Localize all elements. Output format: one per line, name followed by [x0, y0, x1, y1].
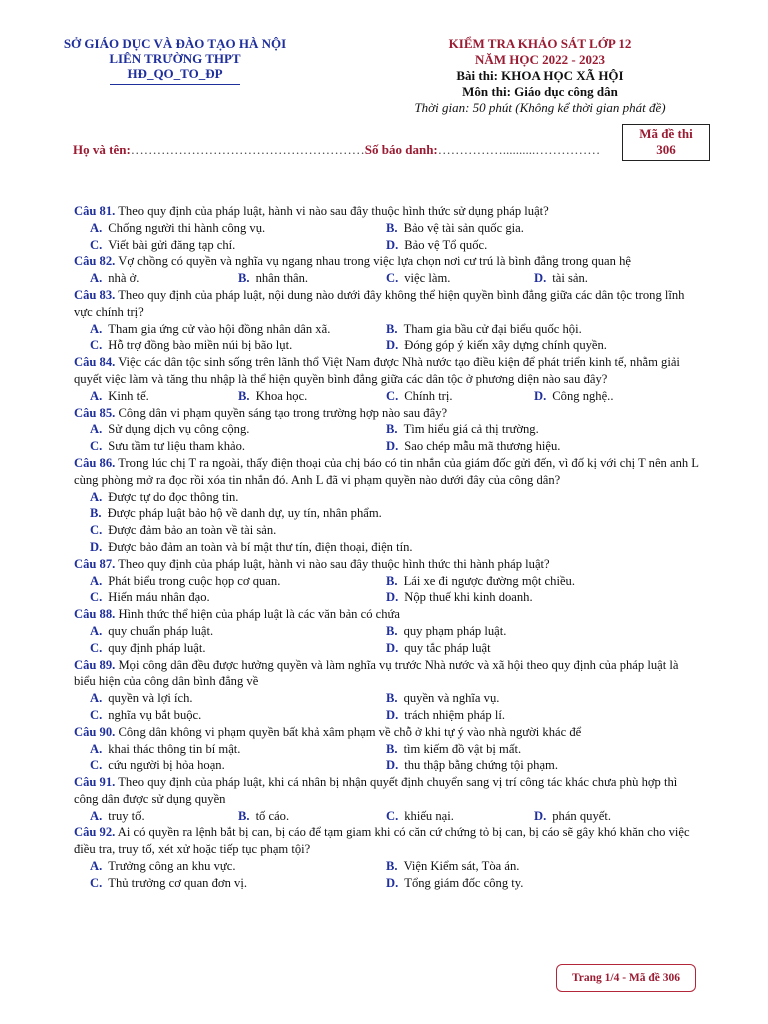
option-text: khai thác thông tin bí mật. [108, 741, 241, 756]
answer-options [74, 858, 702, 892]
option-text: Sao chép mẫu mã thương hiệu. [404, 439, 561, 454]
option-letter: D. [534, 808, 547, 823]
answer-option [90, 640, 386, 657]
option-letter: B. [386, 220, 398, 235]
option-text: phán quyết. [552, 808, 612, 823]
answer-option [386, 438, 686, 455]
option-text: Được tự do đọc thông tin. [108, 489, 239, 504]
option-text: Viện Kiểm sát, Tòa án. [403, 859, 520, 874]
question-stem [74, 774, 702, 808]
option-text: Lái xe đi ngược đường một chiều. [403, 573, 575, 588]
option-letter: B. [90, 506, 102, 521]
question [74, 556, 702, 606]
answer-option [90, 522, 702, 539]
answer-option [90, 858, 386, 875]
question [74, 354, 702, 404]
option-text: Sử dụng dịch vụ công cộng. [108, 422, 250, 437]
answer-option [386, 337, 686, 354]
answer-option [386, 220, 686, 237]
question-number: Câu 84. [74, 355, 116, 370]
question-text: Theo quy định của pháp luật, hành vi nào sau đây thuộc hình thức thi hành pháp luật? [118, 556, 550, 571]
option-letter: C. [90, 707, 103, 722]
option-letter: D. [386, 707, 399, 722]
option-letter: C. [90, 590, 103, 605]
option-letter: A. [90, 321, 103, 336]
option-text: Thủ trưởng cơ quan đơn vị. [108, 875, 247, 890]
option-letter: C. [90, 523, 103, 538]
question-text: Hình thức thể hiện của pháp luật là các văn bản có chứa [118, 607, 400, 622]
answer-options [74, 573, 702, 607]
option-letter: A. [90, 859, 103, 874]
answer-option [90, 237, 386, 254]
question-number: Câu 83. [74, 287, 116, 302]
answer-option [386, 757, 686, 774]
answer-option [534, 808, 682, 825]
option-letter: A. [90, 422, 103, 437]
option-text: Tham gia bầu cử đại biểu quốc hội. [403, 321, 582, 336]
question-text: Mọi công dân đều được hưởng quyền và làm nghĩa vụ trước Nhà nước và xã hội theo quy định của pháp luật là biểu hiện của công dân bình đẳng về [74, 657, 679, 689]
question-number: Câu 91. [74, 775, 116, 790]
question-stem [74, 724, 702, 741]
header-divider [110, 84, 240, 85]
option-text: Chống người thi hành công vụ. [108, 220, 266, 235]
option-letter: A. [90, 623, 103, 638]
answer-option [238, 388, 386, 405]
exam-code-box [622, 124, 710, 161]
answer-option [90, 421, 386, 438]
option-letter: A. [90, 271, 103, 286]
option-letter: A. [90, 691, 103, 706]
option-text: Được pháp luật bảo hộ về danh dự, uy tín, nhân phẩm. [107, 506, 382, 521]
question-stem [74, 556, 702, 573]
option-letter: C. [90, 875, 103, 890]
option-text: Chính trị. [404, 388, 453, 403]
question-stem [74, 657, 702, 691]
option-text: nhân thân. [255, 271, 309, 286]
option-text: Phát biểu trong cuộc họp cơ quan. [108, 573, 281, 588]
answer-options [74, 489, 702, 556]
answer-option [386, 808, 534, 825]
option-text: tìm kiếm đồ vật bị mất. [403, 741, 522, 756]
option-letter: A. [90, 808, 103, 823]
option-text: Tìm hiểu giá cả thị trường. [403, 422, 539, 437]
option-letter: D. [90, 539, 103, 554]
name-blank: ……………………………………………… [130, 142, 365, 157]
school-code: HĐ_QO_TO_ĐP [127, 66, 223, 81]
question-number: Câu 86. [74, 455, 116, 470]
answer-option [386, 421, 686, 438]
question-stem [74, 253, 702, 270]
exam-code: 306 [656, 142, 676, 157]
option-letter: D. [386, 338, 399, 353]
question-text: Việc các dân tộc sinh sống trên lãnh thổ Việt Nam được Nhà nước tạo điều kiện để phát triển kinh tế, nhằm giải quyết việc làm và tăng thu nhập là thể hiện quyền bình đẳng giữa các dân tộc ở phương diện nào sau đây? [74, 355, 680, 386]
option-letter: D. [386, 439, 399, 454]
answer-option [90, 388, 238, 405]
option-letter: D. [534, 271, 547, 286]
option-letter: B. [238, 271, 250, 286]
option-text: Đóng góp ý kiến xây dựng chính quyền. [404, 338, 607, 353]
answer-option [386, 690, 686, 707]
answer-option [90, 573, 386, 590]
option-text: quy tắc pháp luật [404, 640, 491, 655]
question-text: Theo quy định của pháp luật, khi cá nhân bị nhận quyết định chuyển sang vị trí công tác khác chưa phù hợp thì công dân được sử dụng quyền [74, 775, 678, 806]
answer-options [74, 388, 702, 405]
answer-option [90, 321, 386, 338]
option-letter: B. [386, 741, 398, 756]
student-info-line [73, 142, 600, 158]
option-letter: D. [534, 388, 547, 403]
answer-option [386, 741, 686, 758]
question-text: Trong lúc chị T ra ngoài, thấy điện thoại của chị báo có tin nhắn của giám đốc gửi đến, vì đố kị với chị T nên anh L cùng phòng mở ra đọc rồi xóa tin nhắn đó. Anh L đã vi phạm quyền nào dưới đây của công dân? [74, 455, 699, 487]
answer-option [90, 808, 238, 825]
question [74, 657, 702, 724]
answer-option [534, 388, 682, 405]
answer-option [238, 270, 386, 287]
question-stem [74, 606, 702, 623]
question [74, 203, 702, 253]
option-letter: C. [386, 388, 399, 403]
option-text: cứu người bị hỏa hoạn. [108, 758, 225, 773]
answer-option [90, 438, 386, 455]
answer-options [74, 690, 702, 724]
option-text: Hỗ trợ đồng bào miền núi bị bão lụt. [108, 338, 293, 353]
option-letter: B. [386, 573, 398, 588]
option-letter: D. [386, 758, 399, 773]
answer-option [386, 858, 686, 875]
question-number: Câu 81. [74, 204, 116, 218]
answer-option [386, 321, 686, 338]
option-letter: C. [90, 338, 103, 353]
question-text: Theo quy định của pháp luật, hành vi nào sau đây thuộc hình thức sử dụng pháp luật? [118, 204, 549, 218]
school-name: LIÊN TRƯỜNG THPT [109, 51, 241, 66]
question [74, 405, 702, 455]
name-label: Họ và tên: [73, 142, 131, 157]
option-text: Công nghệ.. [552, 388, 614, 403]
question [74, 606, 702, 656]
option-letter: D. [386, 875, 399, 890]
option-letter: B. [386, 859, 398, 874]
option-text: Được bảo đảm an toàn và bí mật thư tín, điện thoại, điện tín. [108, 539, 413, 554]
question-stem [74, 287, 702, 321]
option-letter: B. [386, 691, 398, 706]
option-letter: D. [386, 640, 399, 655]
exam-header [370, 36, 710, 116]
answer-option [90, 757, 386, 774]
option-text: nhà ở. [108, 271, 140, 286]
question-stem [74, 405, 702, 422]
answer-option [90, 220, 386, 237]
question [74, 455, 702, 556]
exam-title: KIỂM TRA KHẢO SÁT LỚP 12 [448, 36, 632, 51]
option-text: thu thập bằng chứng tội phạm. [404, 758, 558, 773]
answer-option [90, 589, 386, 606]
answer-option [386, 573, 686, 590]
answer-options [74, 421, 702, 455]
option-letter: A. [90, 220, 103, 235]
exam-name: Bài thi: KHOA HỌC XÃ HỘI [456, 68, 624, 83]
answer-option [238, 808, 386, 825]
question-list [74, 203, 702, 892]
option-text: tài sản. [552, 271, 588, 286]
option-letter: B. [238, 808, 250, 823]
subject-name: Môn thi: Giáo dục công dân [462, 84, 618, 99]
answer-options [74, 741, 702, 775]
option-text: Bảo vệ Tổ quốc. [404, 237, 488, 252]
answer-option [90, 489, 702, 506]
option-text: Hiến máu nhân đạo. [108, 590, 210, 605]
answer-options [74, 808, 702, 825]
sbd-blank: ……………..........…………… [437, 142, 601, 157]
answer-option [90, 270, 238, 287]
option-letter: B. [386, 623, 398, 638]
answer-option [534, 270, 682, 287]
option-text: truy tố. [108, 808, 145, 823]
answer-option [386, 875, 686, 892]
option-letter: B. [386, 422, 398, 437]
option-letter: C. [386, 271, 399, 286]
option-text: Nộp thuế khi kinh doanh. [404, 590, 533, 605]
answer-option [90, 337, 386, 354]
option-letter: B. [238, 388, 250, 403]
school-header [60, 36, 290, 85]
option-letter: A. [90, 388, 103, 403]
question [74, 724, 702, 774]
option-text: quy định pháp luật. [108, 640, 206, 655]
answer-option [90, 623, 386, 640]
answer-option [386, 589, 686, 606]
option-letter: A. [90, 573, 103, 588]
option-letter: D. [386, 237, 399, 252]
option-letter: C. [90, 640, 103, 655]
question-text: Vợ chồng có quyền và nghĩa vụ ngang nhau trong việc lựa chọn nơi cư trú là bình đẳng trong quan hệ [118, 254, 631, 269]
option-text: việc làm. [404, 271, 451, 286]
option-letter: D. [386, 590, 399, 605]
answer-option [90, 505, 702, 522]
question [74, 287, 702, 354]
question-text: Công dân vi phạm quyền sáng tạo trong trường hợp nào sau đây? [118, 405, 448, 420]
question-number: Câu 90. [74, 724, 116, 739]
question-stem [74, 824, 702, 858]
answer-option [386, 237, 686, 254]
option-text: nghĩa vụ bắt buộc. [108, 707, 202, 722]
option-letter: C. [386, 808, 399, 823]
department-name: SỞ GIÁO DỤC VÀ ĐÀO TẠO HÀ NỘI [63, 36, 287, 51]
answer-option [90, 539, 702, 556]
answer-option [386, 623, 686, 640]
exam-code-label: Mã đề thi [639, 126, 693, 141]
question-stem [74, 354, 702, 388]
question-number: Câu 82. [74, 254, 116, 269]
page-footer: Trang 1/4 - Mã đề 306 [556, 964, 696, 992]
question-number: Câu 88. [74, 607, 116, 622]
question-text: Công dân không vi phạm quyền bất khả xâm phạm về chỗ ở khi tự ý vào nhà người khác để [118, 724, 582, 739]
option-text: Tổng giám đốc công ty. [404, 875, 524, 890]
answer-options [74, 220, 702, 254]
question [74, 253, 702, 287]
option-letter: C. [90, 237, 103, 252]
question-text: Ai có quyền ra lệnh bắt bị can, bị cáo để tạm giam khi có căn cứ chứng tỏ bị can, bị cáo sẽ gây khó khăn cho việc điều tra, truy tố, xét xử hoặc tiếp tục phạm tội? [74, 825, 690, 857]
option-text: Tham gia ứng cử vào hội đồng nhân dân xã. [108, 321, 331, 336]
option-text: quy phạm pháp luật. [403, 623, 507, 638]
option-text: Khoa học. [255, 388, 308, 403]
option-text: Kinh tế. [108, 388, 149, 403]
question [74, 824, 702, 891]
question-number: Câu 89. [74, 657, 116, 672]
option-text: quyền và nghĩa vụ. [403, 691, 500, 706]
option-letter: A. [90, 489, 103, 504]
school-year: NĂM HỌC 2022 - 2023 [475, 52, 605, 67]
question-number: Câu 85. [74, 405, 116, 420]
answer-option [386, 707, 686, 724]
answer-options [74, 321, 702, 355]
option-text: tố cáo. [255, 808, 290, 823]
option-text: trách nhiệm pháp lí. [404, 707, 505, 722]
answer-option [90, 741, 386, 758]
question-number: Câu 92. [74, 825, 116, 840]
option-letter: A. [90, 741, 103, 756]
answer-option [90, 875, 386, 892]
time-limit: Thời gian: 50 phút (Không kể thời gian phát đề) [414, 100, 666, 115]
answer-options [74, 270, 702, 287]
option-text: Sưu tầm tư liệu tham khảo. [108, 439, 246, 454]
option-letter: B. [386, 321, 398, 336]
question-number: Câu 87. [74, 556, 116, 571]
option-text: Được đảm bảo an toàn về tài sản. [108, 523, 277, 538]
answer-options [74, 623, 702, 657]
option-text: khiếu nại. [404, 808, 454, 823]
option-text: quy chuẩn pháp luật. [108, 623, 214, 638]
option-text: Bảo vệ tài sản quốc gia. [403, 220, 524, 235]
answer-option [90, 690, 386, 707]
answer-option [386, 388, 534, 405]
answer-option [386, 270, 534, 287]
answer-option [90, 707, 386, 724]
sbd-label: Số báo danh: [364, 142, 438, 157]
option-letter: C. [90, 439, 103, 454]
option-text: quyền và lợi ích. [108, 691, 193, 706]
question-stem [74, 455, 702, 489]
question [74, 774, 702, 824]
option-text: Trưởng công an khu vực. [108, 859, 236, 874]
question-stem [74, 203, 702, 220]
answer-option [386, 640, 686, 657]
option-text: Viết bài gửi đăng tạp chí. [108, 237, 236, 252]
question-text: Theo quy định của pháp luật, nội dung nào dưới đây không thể hiện quyền bình đẳng giữa các dân tộc trong lĩnh vực chính trị? [74, 287, 685, 319]
option-letter: C. [90, 758, 103, 773]
